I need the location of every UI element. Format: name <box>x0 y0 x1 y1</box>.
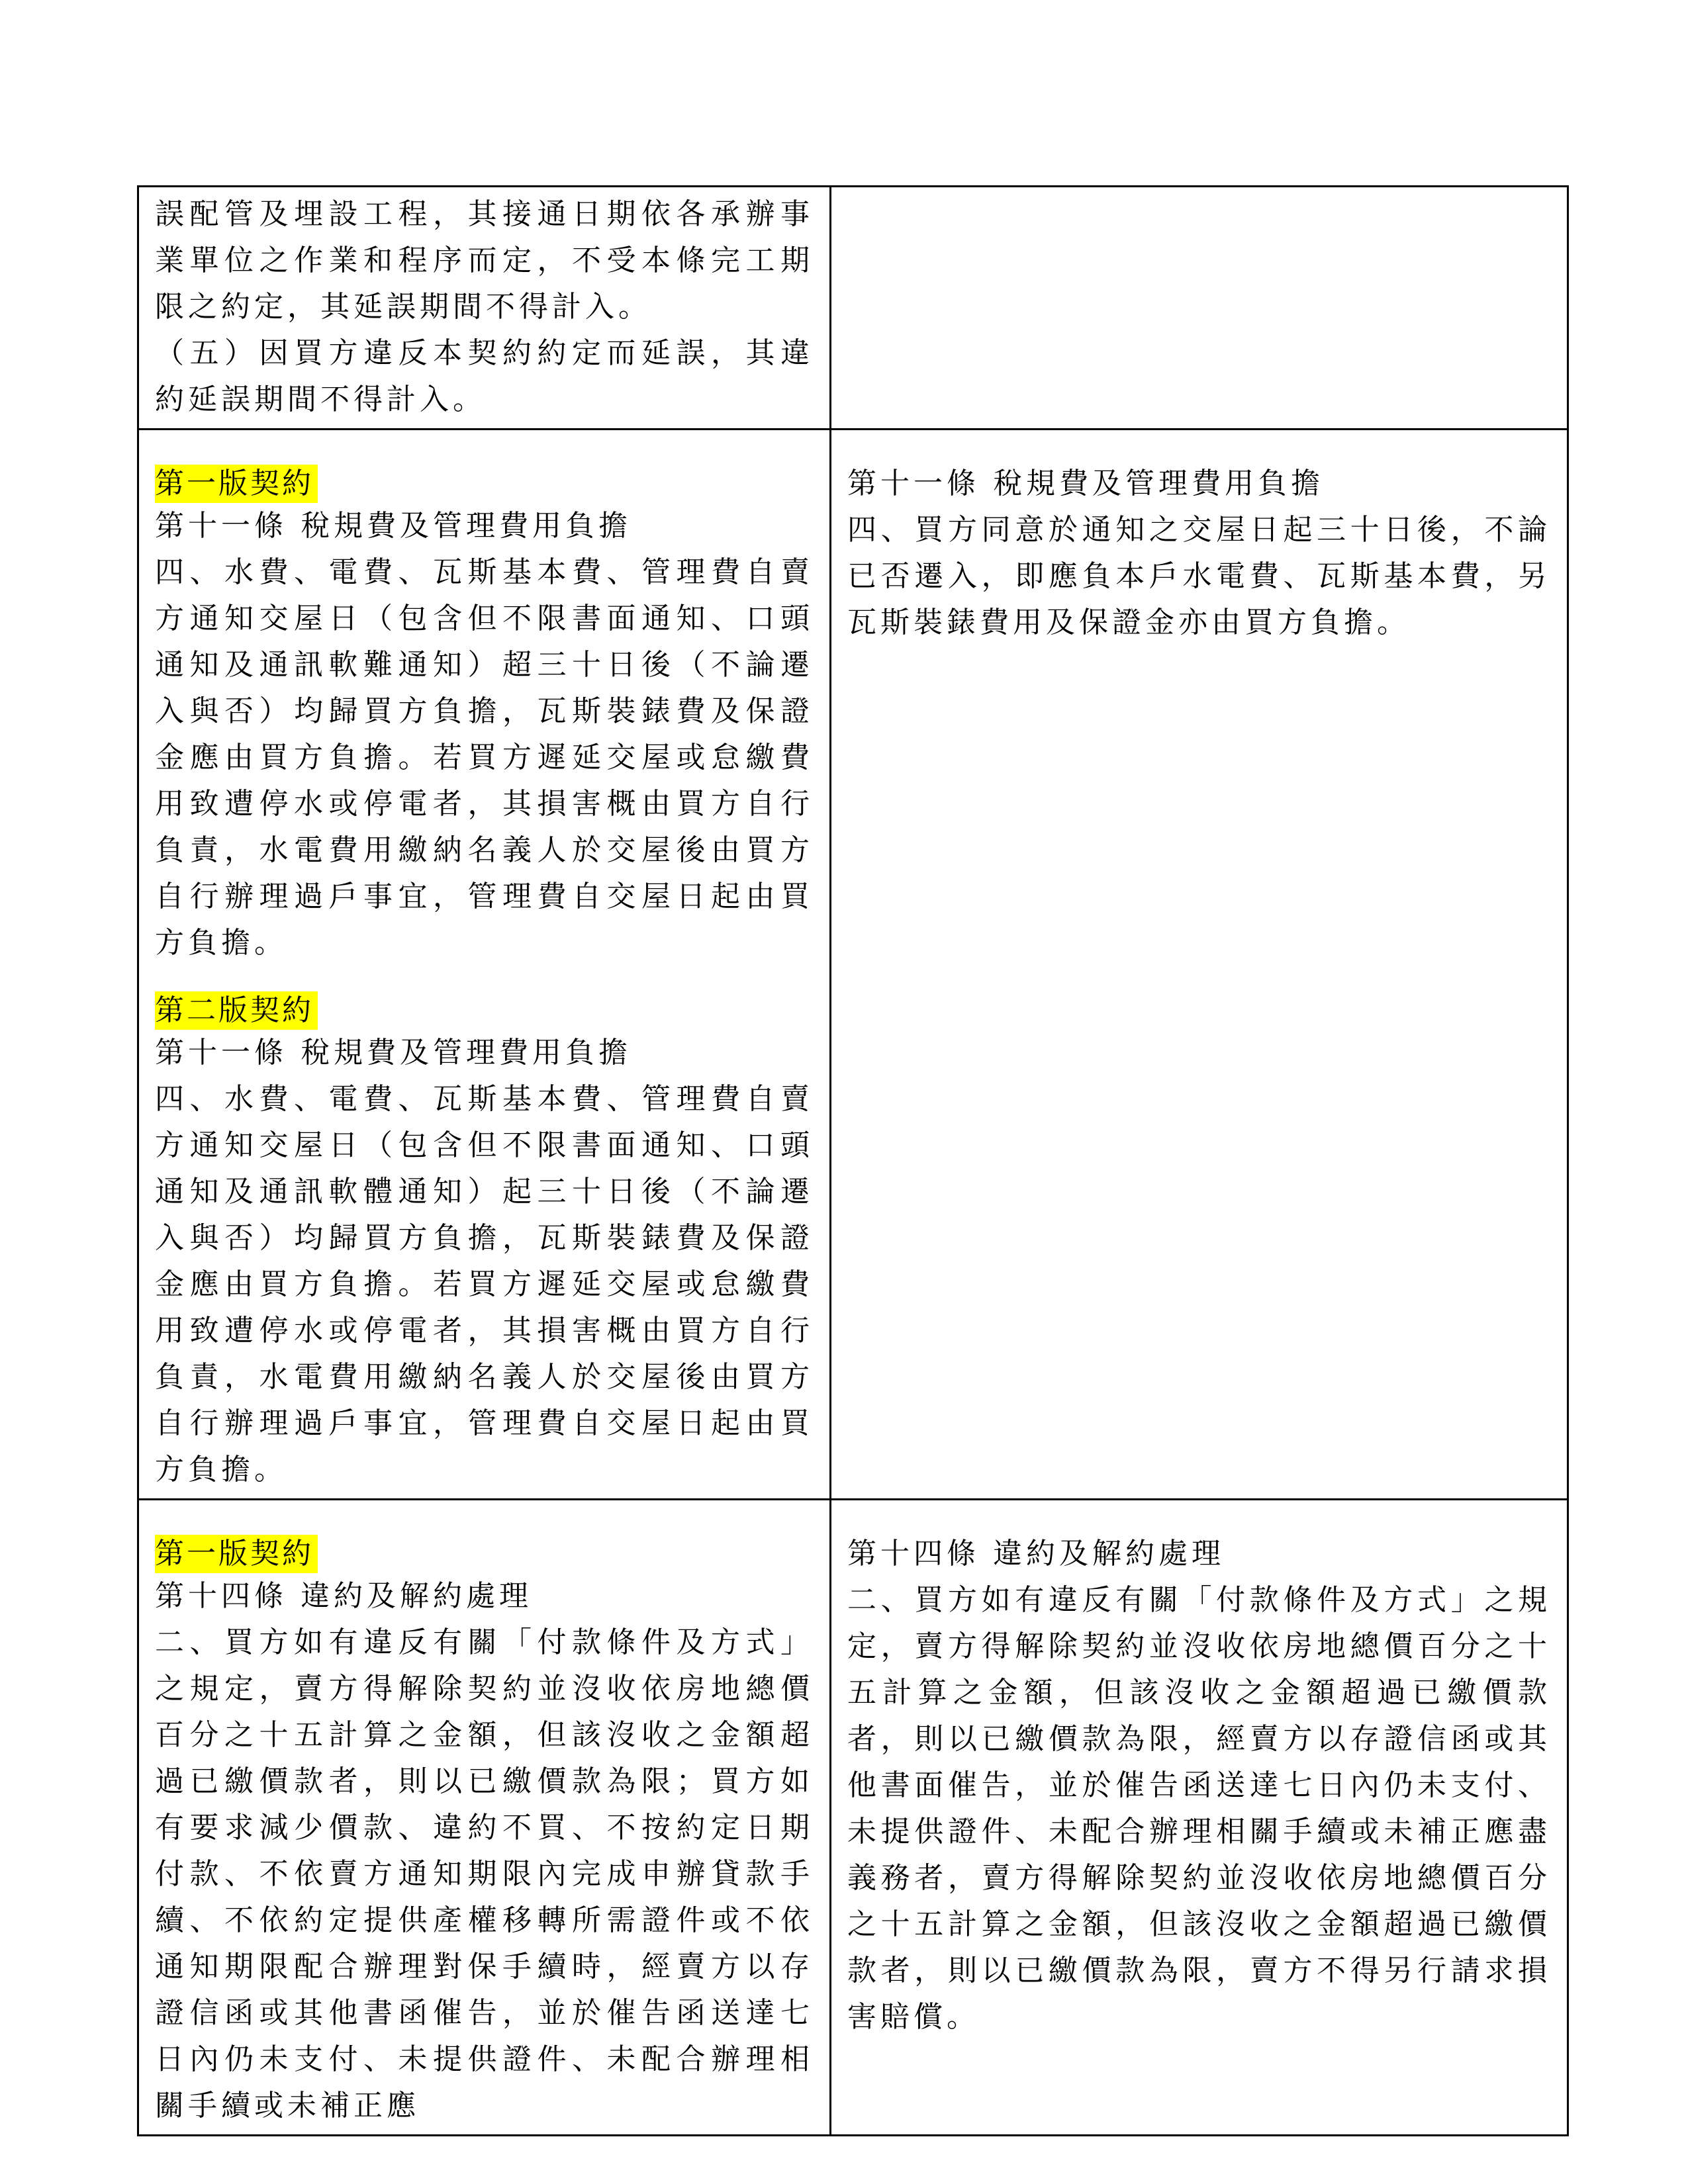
right-cell <box>831 1500 1568 2136</box>
table-row <box>138 430 1568 1500</box>
version-label: 第一版契約 <box>155 1535 318 1573</box>
article-heading: 第十一條 稅規費及管理費用負擔 <box>847 467 1324 500</box>
right-cell <box>831 430 1568 1500</box>
article-body: 四、水費、電費、瓦斯基本費、管理費自賣方通知交屋日（包含但不限書面通知、口頭通知及通訊軟體通知）起三十日後（不論遷入與否）均歸買方負擔，瓦斯裝錶費及保證金應由買方負擔。若買方遲延交屋或怠繳費用致遭停水或停電者，其損害概由買方自行負責，水電費用繳納名義人於交屋後由買方自行辦理過戶事宜，管理費自交屋日起由買方負擔。 <box>155 1082 814 1486</box>
article-heading: 第十四條 違約及解約處理 <box>155 1579 532 1613</box>
article-body: 二、買方如有違反有關「付款條件及方式」之規定，賣方得解除契約並沒收依房地總價百分之十五計算之金額，但該沒收之金額超過已繳價款者，則以已繳價款為限，經賣方以存證信函或其他書面催告，並於催告函送達七日內仍未支付、未提供證件、未配合辦理相關手續或未補正應盡義務者，賣方得解除契約並沒收依房地總價百分之十五計算之金額，但該沒收之金額超過已繳價款者，則以已繳價款為限，賣方不得另行請求損害賠償。 <box>847 1583 1551 2034</box>
contract-comparison-table <box>137 185 1569 2136</box>
article-body: 四、水費、電費、瓦斯基本費、管理費自賣方通知交屋日（包含但不限書面通知、口頭通知及通訊軟難通知）超三十日後（不論遷入與否）均歸買方負擔，瓦斯裝錶費及保證金應由買方負擔。若買方遲延交屋或怠繳費用致遭停水或停電者，其損害概由買方自行負責，水電費用繳納名義人於交屋後由買方自行辦理過戶事宜，管理費自交屋日起由買方負擔。 <box>155 555 814 960</box>
right-cell <box>831 187 1568 430</box>
article-heading: 第十一條 稅規費及管理費用負擔 <box>155 1036 632 1069</box>
left-cell <box>138 430 831 1500</box>
article-body: 四、買方同意於通知之交屋日起三十日後，不論已否遷入，即應負本戶水電費、瓦斯基本費，另瓦斯裝錶費用及保證金亦由買方負擔。 <box>847 513 1551 639</box>
left-cell <box>138 1500 831 2136</box>
article-heading: 第十一條 稅規費及管理費用負擔 <box>155 509 632 543</box>
body-paragraph: （五）因買方違反本契約約定而延誤，其違約延誤期間不得計入。 <box>155 336 814 416</box>
article-heading: 第十四條 違約及解約處理 <box>847 1537 1225 1570</box>
body-paragraph: 誤配管及埋設工程，其接通日期依各承辦事業單位之作業和程序而定，不受本條完工期限之約定，其延誤期間不得計入。 <box>155 197 814 324</box>
left-cell <box>138 187 831 430</box>
version-label: 第二版契約 <box>155 991 318 1030</box>
version-label: 第一版契約 <box>155 465 318 503</box>
table-row <box>138 1500 1568 2136</box>
article-body: 二、買方如有違反有關「付款條件及方式」之規定，賣方得解除契約並沒收依房地總價百分之十五計算之金額，但該沒收之金額超過已繳價款者，則以已繳價款為限；買方如有要求減少價款、違約不買、不按約定日期付款、不依賣方通知期限內完成申辦貸款手續、不依約定提供產權移轉所需證件或不依通知期限配合辦理對保手續時，經賣方以存證信函或其他書函催告，並於催告函送達七日內仍未支付、未提供證件、未配合辦理相關手續或未補正應 <box>155 1625 814 2122</box>
table-row <box>138 187 1568 430</box>
